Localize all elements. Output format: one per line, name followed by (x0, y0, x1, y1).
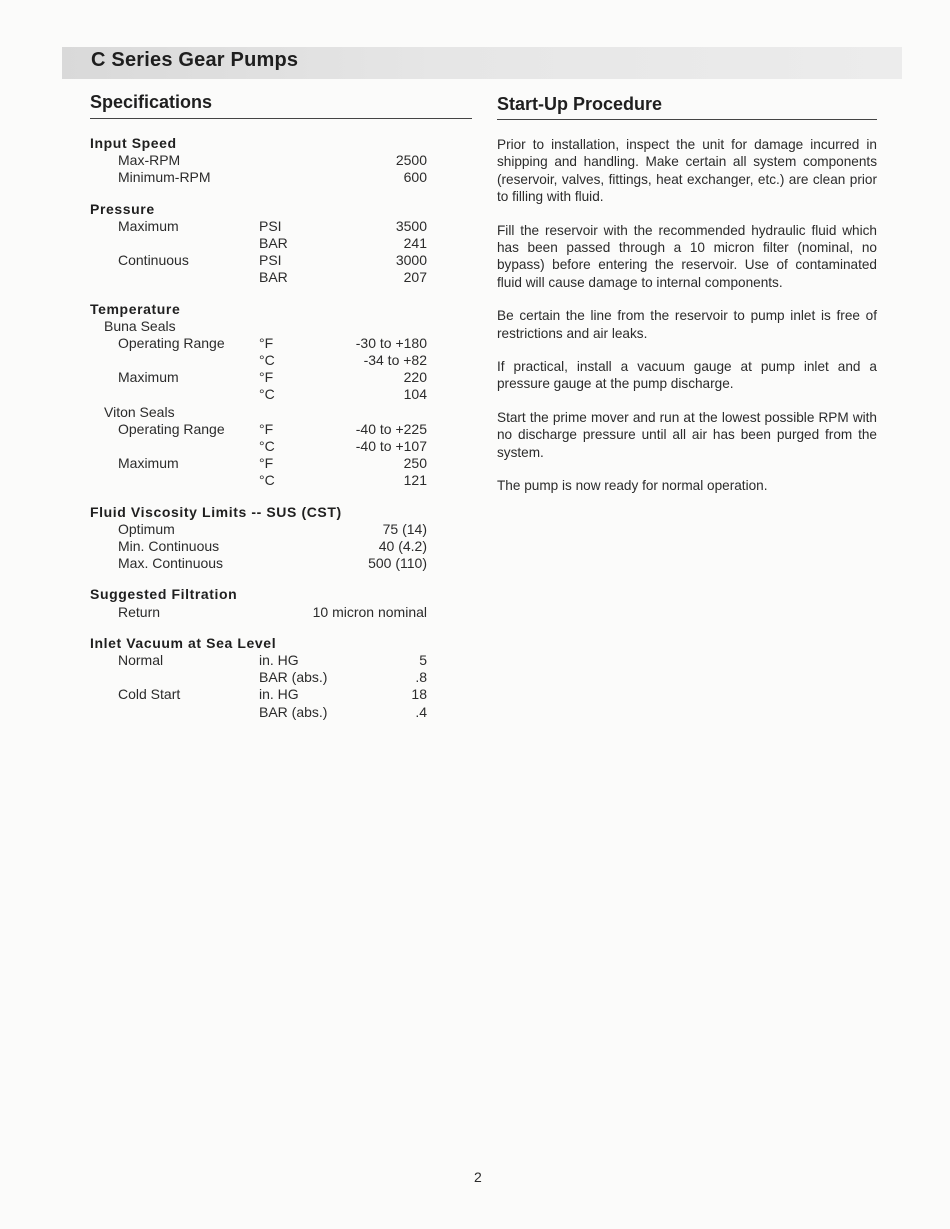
spec-label: Optimum (118, 520, 175, 537)
spec-unit: °C (259, 472, 275, 489)
spec-unit: °C (259, 352, 275, 369)
spec-value: 220 (403, 369, 427, 386)
spec-row (90, 652, 472, 669)
spec-unit: in. HG (259, 686, 299, 703)
spec-label: Min. Continuous (118, 538, 220, 554)
spec-row (90, 269, 472, 286)
specifications-heading: Specifications (90, 92, 472, 119)
title-banner (62, 47, 902, 79)
page-number: 2 (474, 1169, 482, 1185)
document-title: C Series Gear Pumps (91, 49, 299, 71)
spec-value: 207 (403, 269, 427, 286)
spec-value: 3500 (395, 217, 427, 234)
spec-label: Cold Start (118, 686, 181, 703)
viton-seals-label: Viton Seals (104, 403, 175, 420)
spec-unit: °F (259, 369, 274, 386)
spec-row (90, 152, 472, 169)
spec-value: -40 to +225 (355, 420, 427, 437)
buna-seals-row (90, 318, 472, 335)
spec-unit: BAR (abs.) (259, 703, 328, 720)
viscosity-heading: Fluid Viscosity Limits -- SUS (CST) (90, 503, 342, 520)
procedure-paragraph: Prior to installation, inspect the unit for damage incurred in shipping and handling. Make certain all system components (reservoir, valves, fittings, heat exchanger, etc.) are clean prior to filling with fluid. (497, 137, 877, 205)
spec-label: Minimum-RPM (118, 169, 211, 186)
spec-row (90, 369, 472, 386)
spec-value: .8 (415, 669, 427, 686)
viton-seals-row (90, 404, 472, 421)
spec-row (90, 521, 472, 538)
spec-value: -30 to +180 (355, 334, 427, 351)
procedure-paragraph: If practical, install a vacuum gauge at pump inlet and a pressure gauge at the pump discharge. (497, 359, 877, 392)
spec-label: Maximum (118, 217, 179, 234)
spec-label: Max. Continuous (118, 555, 224, 572)
spec-value: 5 (419, 651, 427, 668)
spec-unit: °F (259, 420, 274, 437)
spec-row (90, 218, 472, 235)
spec-unit: in. HG (259, 651, 299, 668)
filtration-heading: Suggested Filtration (90, 586, 238, 603)
spec-row (90, 169, 472, 186)
procedure-paragraph: The pump is now ready for normal operation. (497, 478, 768, 494)
spec-label: Max-RPM (118, 152, 181, 169)
spec-row (90, 704, 472, 721)
specifications-list (90, 135, 472, 721)
spec-row (90, 438, 472, 455)
input-speed-heading: Input Speed (90, 135, 177, 151)
spec-value: 3000 (395, 252, 427, 269)
spec-unit: °F (259, 334, 274, 351)
spec-label: Maximum (118, 369, 179, 386)
spec-unit: °C (259, 438, 275, 455)
spec-row (90, 686, 472, 703)
spec-value: 40 (4.2) (378, 538, 427, 554)
spec-row (90, 472, 472, 489)
spec-value: 10 micron nominal (312, 603, 427, 620)
spec-label: Continuous (118, 252, 189, 269)
procedure-paragraph: Be certain the line from the reservoir to pump inlet is free of restrictions and air leaks. (497, 308, 877, 341)
spec-row (90, 335, 472, 352)
spec-value: 121 (403, 472, 427, 489)
temperature-heading: Temperature (90, 300, 181, 317)
spec-value: 104 (403, 386, 427, 403)
spec-value: 250 (403, 455, 427, 472)
spec-value: 600 (403, 169, 427, 186)
pressure-heading: Pressure (90, 200, 155, 217)
spec-value: -40 to +107 (355, 438, 427, 455)
procedure-paragraph: Fill the reservoir with the recommended hydraulic fluid which has been passed through a 10 micron filter (nominal, no bypass) before entering the reservoir. Use of contaminated fluid will cause damage to internal components. (497, 222, 877, 290)
spec-value: 75 (14) (382, 520, 427, 537)
spec-row (90, 555, 472, 572)
spec-row (90, 252, 472, 269)
procedure-paragraph: Start the prime mover and run at the lowest possible RPM with no discharge pressure until all air has been purged from the system. (497, 409, 877, 460)
startup-procedure-section (497, 94, 877, 495)
spec-row (90, 538, 472, 555)
spec-unit: BAR (259, 269, 288, 286)
spec-label: Normal (118, 651, 164, 668)
spec-value: 241 (403, 234, 427, 251)
spec-unit: BAR (abs.) (259, 669, 328, 686)
spec-row (90, 386, 472, 403)
spec-value: .4 (415, 703, 427, 720)
spec-unit: °F (259, 455, 274, 472)
spec-value: -34 to +82 (363, 352, 427, 369)
spec-label: Return (118, 603, 161, 620)
spec-value: 18 (411, 686, 427, 703)
spec-row (90, 235, 472, 252)
spec-unit: BAR (259, 234, 288, 251)
buna-seals-label: Buna Seals (104, 317, 176, 334)
spec-row (90, 421, 472, 438)
inlet-vacuum-heading: Inlet Vacuum at Sea Level (90, 634, 277, 651)
spec-unit: PSI (259, 217, 282, 234)
spec-value: 500 (110) (368, 555, 427, 572)
spec-unit: °C (259, 386, 275, 403)
spec-label: Maximum (118, 455, 179, 472)
spec-label: Operating Range (118, 334, 225, 351)
spec-row (90, 352, 472, 369)
startup-procedure-heading: Start-Up Procedure (497, 94, 877, 120)
spec-label: Operating Range (118, 420, 225, 437)
specifications-section (90, 92, 472, 721)
spec-row (90, 669, 472, 686)
spec-unit: PSI (259, 252, 282, 269)
spec-value: 2500 (395, 152, 427, 169)
spec-row (90, 455, 472, 472)
spec-row (90, 604, 472, 621)
